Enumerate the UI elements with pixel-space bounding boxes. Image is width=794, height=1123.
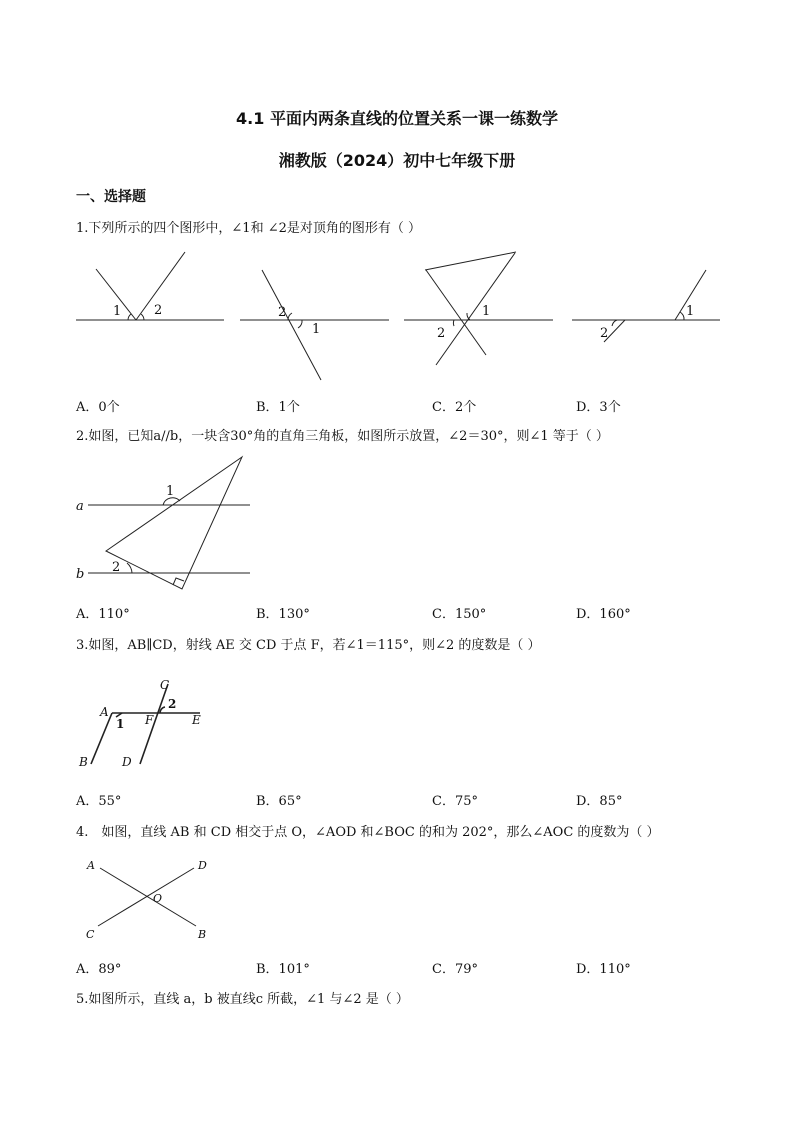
q3-point-f-label: F (145, 713, 154, 727)
q3-angle-1-label: 1 (116, 717, 125, 731)
question-3-stem: 3.如图，AB∥CD，射线 AE 交 CD 于点 F，若∠1＝115°，则∠2 的度数是（ ） (76, 638, 541, 653)
q2-angle-2-label: 2 (112, 560, 121, 575)
q1-label: 1 (113, 304, 122, 319)
q1-label: 1 (312, 322, 321, 337)
q4-option-a[interactable]: A．89° (76, 962, 122, 977)
q4-point-o-label: O (153, 892, 163, 905)
question-2-stem: 2.如图，已知a//b，一块含30°角的直角三角板，如图所示放置，∠2＝30°，则∠1 等于（ ） (76, 429, 609, 444)
section-heading: 一、选择题 (76, 189, 146, 205)
q3-point-a-label: A (100, 705, 109, 719)
q4-point-a-label: A (87, 859, 95, 872)
document-subtitle: 湘教版（2024）初中七年级下册 (278, 151, 516, 170)
q1-label: 2 (600, 326, 609, 341)
q2-option-a[interactable]: A．110° (76, 607, 130, 622)
question-1-stem: 1.下列所示的四个图形中，∠1和 ∠2是对顶角的图形有（ ） (76, 221, 421, 236)
figure-1c (404, 252, 553, 365)
q3-option-b[interactable]: B．65° (256, 794, 302, 809)
figure-1d (572, 270, 720, 342)
q2-option-d[interactable]: D．160° (576, 607, 631, 622)
q1-option-b[interactable]: B．1个 (256, 400, 300, 415)
question-4-figure (0, 850, 240, 950)
q2-option-b[interactable]: B．130° (256, 607, 310, 622)
document-title: 4.1 平面内两条直线的位置关系一课一练数学 (236, 109, 558, 128)
q4-option-b[interactable]: B．101° (256, 962, 310, 977)
question-4-stem: 4. 如图，直线 AB 和 CD 相交于点 O，∠AOD 和∠BOC 的和为 202°，那么∠AOC 的度数为（ ） (76, 825, 660, 840)
question-5-stem: 5.如图所示，直线 a，b 被直线c 所截，∠1 与∠2 是（ ） (76, 992, 409, 1007)
q1-label: 1 (482, 304, 491, 319)
q1-label: 2 (278, 305, 287, 320)
q3-option-a[interactable]: A．55° (76, 794, 122, 809)
q3-point-d-label: D (122, 755, 132, 769)
q1-option-c[interactable]: C．2个 (432, 400, 477, 415)
q4-point-b-label: B (198, 928, 207, 941)
q4-point-d-label: D (198, 859, 207, 872)
figure-1a (76, 252, 224, 320)
q3-angle-2-label: 2 (168, 697, 177, 711)
q3-option-c[interactable]: C．75° (432, 794, 478, 809)
question-2-figure (0, 450, 300, 600)
q2-line-b-label: b (76, 567, 85, 582)
question-1-figures (0, 240, 794, 390)
q1-option-d[interactable]: D．3个 (576, 400, 621, 415)
question-3-figure (0, 660, 240, 780)
q1-option-a[interactable]: A．0个 (76, 400, 120, 415)
q4-option-d[interactable]: D．110° (576, 962, 631, 977)
q2-line-a-label: a (76, 499, 84, 514)
q3-point-e-label: E (192, 713, 201, 727)
q2-option-c[interactable]: C．150° (432, 607, 487, 622)
q1-label: 2 (437, 326, 446, 341)
q2-angle-1-label: 1 (166, 484, 175, 499)
q1-label: 1 (686, 304, 695, 319)
q3-point-c-label: C (160, 678, 170, 692)
q4-point-c-label: C (86, 928, 95, 941)
q1-label: 2 (154, 303, 163, 318)
q4-option-c[interactable]: C．79° (432, 962, 478, 977)
q3-point-b-label: B (79, 755, 88, 769)
q3-option-d[interactable]: D．85° (576, 794, 623, 809)
